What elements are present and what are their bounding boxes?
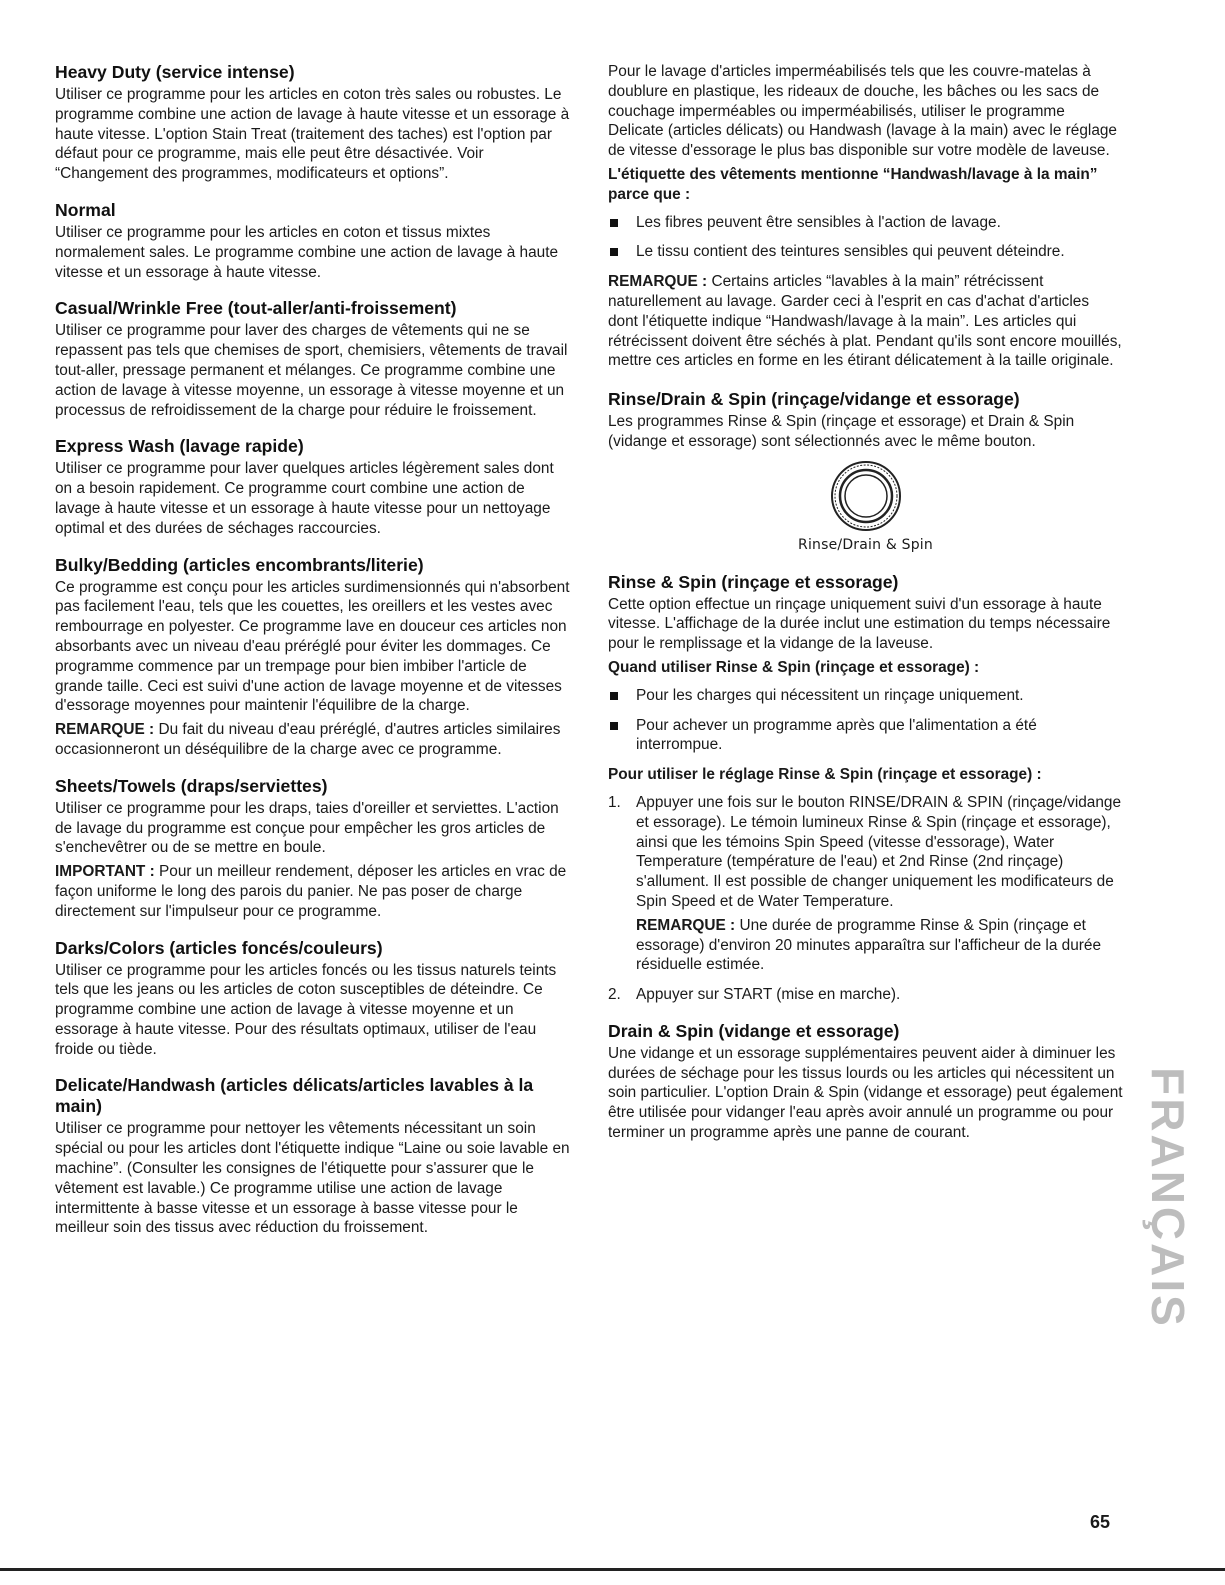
section-body: Utiliser ce programme pour laver quelques articles légèrement sales dont on a besoin rapidement. Ce programme court combine une action de lavage à haute vitesse et un essorage à haute vitesse pour un nettoyage optimal et des durées de séchages raccourcies.	[55, 460, 554, 537]
section-title: Heavy Duty (service intense)	[55, 62, 295, 82]
note-text: Une durée de programme Rinse & Spin (rinçage et essorage) d'environ 20 minutes apparaîtra sur l'afficheur de la durée résiduelle estimée.	[636, 916, 1102, 974]
how-lead: Pour utiliser le réglage Rinse & Spin (rinçage et essorage) :	[608, 766, 1042, 784]
list-item: Les fibres peuvent être sensibles à l'action de lavage.	[608, 213, 1123, 233]
section-body: Les programmes Rinse & Spin (rinçage et essorage) et Drain & Spin (vidange et essorage) sont sélectionnés avec le même bouton.	[608, 413, 1075, 450]
language-label: FRANÇAIS	[1142, 1067, 1195, 1329]
section-body: Utiliser ce programme pour les articles en coton et tissus mixtes normalement sales. Le programme combine une action de lavage à haute vitesse et un essorage à haute vitesse.	[55, 223, 559, 281]
note-text: Certains articles “lavables à la main” rétrécissent naturellement au lavage. Garder ceci à l'esprit en cas d'achat d'articles dont l'étiquette indique “Handwash/lavage à la main”. Les articles qui rétrécissent doivent être séchés à plat. Pendant qu'ils sont encore mouillés, mettre ces articles en forme en les étirant délicatement à la taille originale.	[608, 273, 1122, 370]
remarque-note	[608, 272, 1123, 371]
step-item	[608, 985, 1123, 1005]
section-body: Utiliser ce programme pour les articles foncés ou les tissus naturels teints tels que les jeans ou les articles de coton susceptibles de déteindre. Ce programme combine une action de lavage à vitesse moyenne et un essorage à haute vitesse. Pour des résultats optimaux, utiliser de l'eau froide ou tiède.	[55, 961, 557, 1058]
list-item: Pour les charges qui nécessitent un rinçage uniquement.	[608, 686, 1123, 706]
note-text: Pour un meilleur rendement, déposer les articles en vrac de façon uniforme le long des parois du panier. Ne pas poser de charge directement sur l'impulseur pour ce programme.	[55, 863, 567, 920]
care-label-list	[608, 213, 1123, 263]
note-label: IMPORTANT :	[55, 863, 155, 881]
section-title: Darks/Colors (articles foncés/couleurs)	[55, 937, 383, 958]
step-item	[608, 793, 1123, 975]
knob-label: Rinse/Drain & Spin	[798, 536, 933, 553]
section-express-wash	[55, 436, 573, 538]
note-label: REMARQUE :	[55, 721, 155, 739]
section-title: Normal	[55, 199, 116, 220]
section-darks-colors	[55, 938, 573, 1060]
section-title: Express Wash (lavage rapide)	[55, 436, 304, 457]
section-bulky-bedding	[55, 555, 573, 760]
steps-list	[608, 793, 1123, 1005]
care-label-lead: L'étiquette des vêtements mentionne “Handwash/lavage à la main” parce que :	[608, 165, 1098, 203]
bottom-divider	[0, 1568, 1225, 1571]
section-note	[55, 720, 573, 760]
when-lead: Quand utiliser Rinse & Spin (rinçage et essorage) :	[608, 658, 980, 676]
rinse-drain-spin-knob-icon	[830, 460, 902, 532]
section-rinse-spin	[608, 572, 1123, 1005]
language-side-tab	[1142, 1050, 1195, 1346]
section-title: Delicate/Handwash (articles délicats/articles lavables à la main)	[55, 1075, 534, 1117]
when-list	[608, 686, 1123, 755]
step-text: Appuyer une fois sur le bouton RINSE/DRAIN & SPIN (rinçage/vidange et essorage). Le témoin lumineux Rinse & Spin (rinçage et essorage), ainsi que les témoins Spin Speed (vitesse d'essorage), Water Temperature (température de l'eau) et 2nd Rinse (2nd rinçage) s'allument. Il est possible de changer uniquement les modificateurs de Spin Speed et de Water Temperature.	[636, 793, 1122, 910]
note-label: REMARQUE :	[608, 273, 708, 291]
list-item: Pour achever un programme après que l'alimentation a été interrompue.	[608, 716, 1123, 756]
section-rinse-drain-spin	[608, 389, 1123, 555]
section-body: Cette option effectue un rinçage uniquement suivi d'un essorage à haute vitesse. L'affichage de la durée inclut une estimation du temps nécessaire pour le remplissage et la vidange de la laveuse.	[608, 595, 1111, 653]
section-title: Rinse/Drain & Spin (rinçage/vidange et essorage)	[608, 389, 1020, 410]
section-normal	[55, 200, 573, 282]
section-title: Sheets/Towels (draps/serviettes)	[55, 775, 328, 796]
right-column	[608, 62, 1123, 1159]
list-item: Le tissu contient des teintures sensibles qui peuvent déteindre.	[608, 242, 1123, 262]
step-note	[636, 916, 1123, 975]
note-label: REMARQUE :	[636, 916, 736, 934]
step-text: Appuyer sur START (mise en marche).	[636, 986, 901, 1004]
waterproof-intro: Pour le lavage d'articles imperméabilisés tels que les couvre-matelas à doublure en plastique, les rideaux de douche, les bâches ou les sacs de couchage imperméables ou imperméabilisés, utiliser le programme Delicate (articles délicats) ou Handwash (lavage à la main) avec le réglage de vitesse d'essorage le plus bas disponible sur votre modèle de laveuse.	[608, 63, 1117, 160]
section-body: Utiliser ce programme pour laver des charges de vêtements qui ne se repassent pas tels que chemises de sport, chemisiers, vêtements de travail tout-aller, pressage permanent et mélanges. Ce programme combine une action de lavage à vitesse moyenne, un essorage à vitesse moyenne et un processus de refroidissement de la charge pour réduire le froissement.	[55, 322, 568, 419]
section-title: Bulky/Bedding (articles encombrants/literie)	[55, 554, 424, 575]
section-body: Utiliser ce programme pour nettoyer les vêtements nécessitant un soin spécial ou pour les articles dont l'étiquette indique “Laine ou soie lavable en machine”. (Consulter les consignes de l'étiquette pour s'assurer que le vêtement est lavable.) Ce programme utilise une action de lavage intermittente à basse vitesse et un essorage à basse vitesse pour le meilleur soin des tissus avec réduction du froissement.	[55, 1120, 570, 1237]
page-number: 65	[1090, 1512, 1111, 1532]
section-title: Rinse & Spin (rinçage et essorage)	[608, 571, 899, 592]
section-body: Utiliser ce programme pour les draps, taies d'oreiller et serviettes. L'action de lavage du programme est conçue pour empêcher les gros articles de s'enchevêtrer ou de se mettre en boule.	[55, 799, 559, 857]
section-delicate-handwash	[55, 1075, 573, 1238]
note-text: Du fait du niveau d'eau préréglé, d'autres articles similaires occasionneront un déséquilibre de la charge avec ce programme.	[55, 721, 561, 758]
section-body: Une vidange et un essorage supplémentaires peuvent aider à diminuer les durées de séchage pour les tissus lourds ou les articles qui nécessitent un soin particulier. L'option Drain & Spin (vidange et essorage) peut également être utilisée pour vidanger l'eau après avoir annulé un programme ou pour terminer un programme après une panne de courant.	[608, 1044, 1123, 1142]
knob-figure	[608, 460, 1123, 556]
section-sheets-towels	[55, 776, 573, 922]
section-title: Casual/Wrinkle Free (tout-aller/anti-froissement)	[55, 298, 457, 319]
section-body: Ce programme est conçu pour les articles surdimensionnés qui n'absorbent pas facilement l'eau, tels que les couettes, les oreillers et les vestes avec rembourrage en polyester. Ce programme lave en douceur ces articles non absorbants avec un niveau d'eau préréglé pour éviter les dommages. Ce programme commence par un trempage pour bien imbiber l'article de grande taille. Ceci est suivi d'une action de lavage moyenne et de vitesses d'essorage moyennes pour maintenir l'équilibre de la charge.	[55, 578, 570, 715]
section-note	[55, 862, 573, 921]
section-drain-spin	[608, 1021, 1123, 1143]
section-body: Utiliser ce programme pour les articles en coton très sales ou robustes. Le programme combine une action de lavage à haute vitesse et un essorage à haute vitesse. L'option Stain Treat (traitement des taches) est l'option par défaut pour ce programme, mais elle peut être désactivée. Voir “Changement des programmes, modificateurs et options”.	[55, 86, 570, 183]
left-column	[55, 62, 573, 1254]
step-number: 2.	[608, 986, 621, 1004]
section-heavy-duty	[55, 62, 573, 184]
section-title: Drain & Spin (vidange et essorage)	[608, 1020, 900, 1041]
section-casual-wrinkle-free	[55, 298, 573, 420]
step-number: 1.	[608, 793, 621, 811]
